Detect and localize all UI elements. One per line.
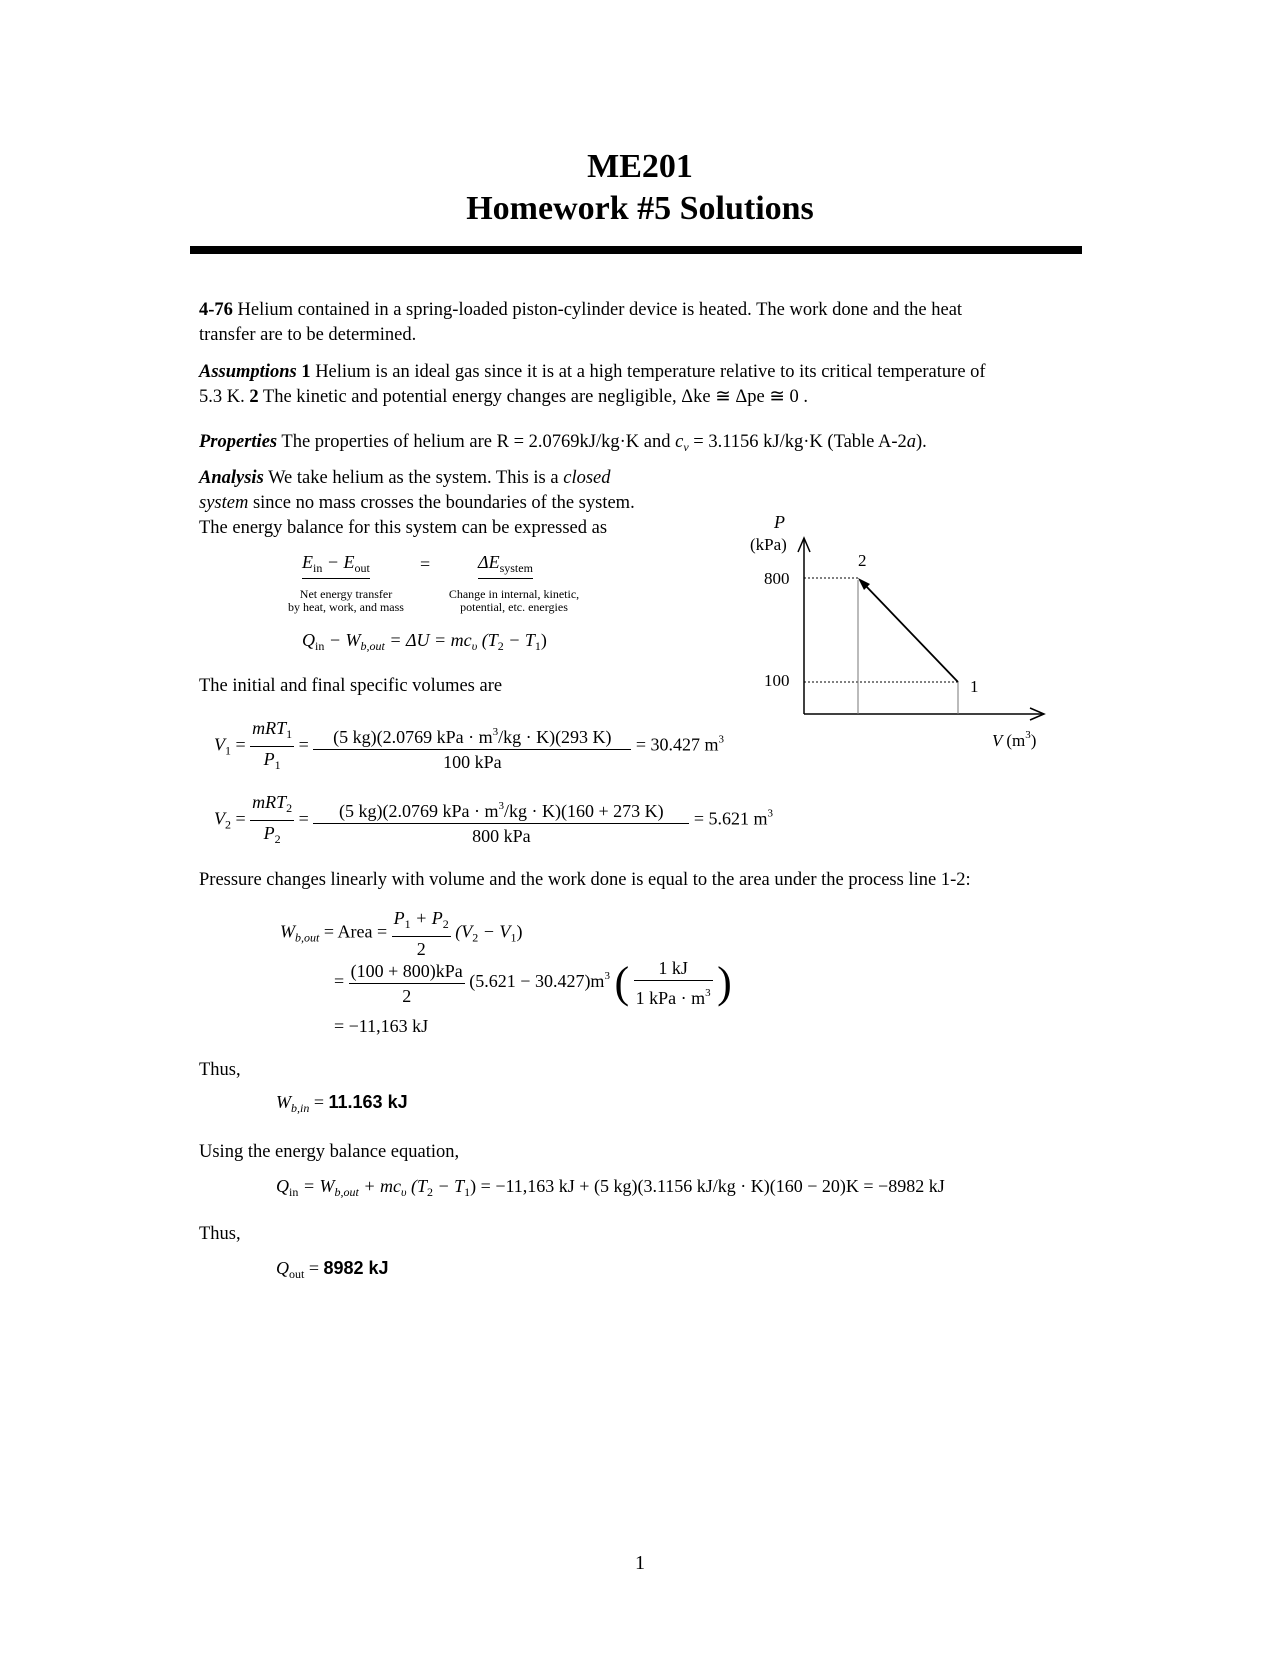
properties-cv-value: = 3.1156 kJ/kg·K (Table A-2 [693,432,907,452]
v1-num-sup: 3 [492,725,499,738]
ee-W-sub: b,out [334,1185,359,1199]
page-title: Homework #5 Solutions [466,190,814,227]
v2-P: P [263,823,275,843]
x-axis-unit-close: ) [1030,731,1037,750]
ee-T2-sub: 2 [427,1185,433,1199]
conv-num: 1 kJ [634,956,713,981]
properties-close: ). [916,432,927,452]
eb2-dU: = ΔU = mc [384,630,472,650]
work-num-frac-den: 2 [402,985,412,1006]
work-W: W [280,921,295,942]
work-line2-mid: (5.621 − 30.427)m [469,971,605,992]
v1-P-sub: 1 [274,758,281,772]
course-title: ME201 [587,148,693,185]
ee-T1: − T [433,1176,465,1196]
assumption-number-2: 2 [249,387,259,407]
work-V2-sub: 2 [472,930,479,945]
work-area: = Area = [319,921,388,942]
properties-table-suffix: a [906,432,917,452]
result2-value: 8982 kJ [323,1258,389,1278]
eb2-close: ) [540,630,547,650]
work-plus-P2: + P [410,908,443,928]
properties [199,430,927,460]
y-tick-800: 800 [764,569,790,588]
work-avg-frac [392,906,451,961]
result2-Q-sub: out [289,1267,305,1281]
state-2-label: 2 [858,551,867,570]
eb2-t1: 1 [534,639,541,653]
v1-lhs: V [214,734,225,755]
ee-Q-sub: in [289,1185,299,1199]
v1-mRT: mRT [252,718,287,738]
work-P1: P [393,908,405,928]
eb-equals: = [420,554,431,574]
result1-W: W [276,1092,291,1112]
title-rule [190,246,1082,254]
analysis-line2b: since no mass crosses the boundaries of the system. [252,493,635,513]
eb2-Q: Q [302,630,315,650]
ee-T1-sub: 1 [464,1185,471,1199]
work-line2-sup: 3 [604,970,610,983]
work-P1-sub: 1 [404,917,411,931]
problem-text-2: transfer are to be determined. [199,325,417,345]
work-avg-den: 2 [416,939,426,959]
v1-equation: $V_1$ = $\frac{mRT_1}{P_1}$ = $\frac{(5 kg)(2.0769 kPa \cdot m^3/kg \cdot K)(293 K)}{\text{100 kPa}}$ = 30.427 $m^3$ [214,716,724,777]
eb-out: out [354,561,370,575]
ee-mc: + mc [358,1176,401,1196]
page-number: 1 [635,1552,645,1574]
v2-P-sub: 2 [274,832,281,846]
v2-equation: $V_2$ = $\frac{mRT_2}{P_2}$ = $\frac{(5 kg)(2.0769 kPa \cdot m^3/kg \cdot K)(160 + 273 K)}{\text{800 kPa}}$ = 5.621 $m^3$ [214,790,773,851]
eb-minus-E: − E [322,552,355,572]
energy-balance-rhs [478,552,533,579]
result1-value: 11.163 kJ [328,1092,408,1112]
v1-lhs-sub: 1 [225,743,231,758]
analysis-line3: The energy balance for this system can be expressed as [199,518,608,538]
analysis-system: system [199,493,249,513]
volumes-intro: The initial and final specific volumes are [199,676,503,696]
v1-symbolic-frac [250,716,294,777]
work-paren-close: ) [516,921,523,942]
eb-dE: ΔE [478,552,500,572]
properties-cv: c [675,432,684,452]
problem-number: 4-76 [199,300,233,320]
conv-den-sup: 3 [705,987,711,999]
problem-statement [199,298,962,348]
properties-R: R = 2.0769kJ/kg·K and [496,432,671,452]
eb-in: in [313,561,323,575]
assumptions-label: Assumptions [199,362,297,382]
assumption-text-2c: Δke ≅ Δpe ≅ 0 . [681,387,808,407]
thus-2: Thus, [199,1224,241,1244]
v2-result: = 5.621 m [693,808,768,829]
work-num-frac [349,959,465,1008]
assumption-text-2a: 5.3 K. [199,387,245,407]
y-tick-100: 100 [764,671,790,690]
v2-num: (5 kg)(2.0769 kPa · m [339,800,499,821]
process-line [864,584,958,682]
problem-text-1: Helium contained in a spring-loaded piston-cylinder device is heated. The work done and the heat [237,300,963,320]
analysis-closed: closed [563,468,611,488]
v1-den: 100 kPa [443,751,502,772]
assumptions [199,360,986,410]
work-V1: − V [478,921,511,942]
eb2-v: υ [471,639,478,653]
eb-note-left [276,588,416,614]
result-work [276,1092,408,1116]
ee-W: = W [298,1176,335,1196]
eb-E: E [302,552,313,572]
v2-result-sup: 3 [767,807,773,820]
v1-mRT-sub: 1 [286,727,293,741]
eb2-in: in [315,639,325,653]
work-intro: Pressure changes linearly with volume and the work done is equal to the area under the process line 1-2: [199,870,971,890]
eb-note-right [434,588,594,614]
eb2-T1: − T [503,630,535,650]
conv-close-paren: ) [717,958,732,1007]
eb2-T: (T [477,630,498,650]
work-P2-sub: 2 [442,917,449,931]
energy-eq-intro: Using the energy balance equation, [199,1142,460,1162]
eb-note-right-1: Change in internal, kinetic, [448,587,580,601]
v1-result-sup: 3 [718,733,724,746]
work-line-3: = −11,163 kJ [334,1016,429,1036]
eb-note-right-2: potential, etc. energies [460,600,568,614]
x-axis-V: V [992,731,1003,750]
v2-mRT: mRT [252,792,287,812]
result2-Q: Q [276,1258,289,1278]
v2-numeric-frac [313,794,689,848]
eb-note-left-1: Net energy transfer [299,587,393,601]
result-heat [276,1258,389,1282]
v1-numeric-frac [313,720,631,774]
v1-result: = 30.427 m [635,734,719,755]
v1-P: P [263,749,275,769]
eb2-t2: 2 [497,639,504,653]
v2-mRT-sub: 2 [286,801,293,815]
v2-symbolic-frac [250,790,294,851]
v2-num-sup: 3 [498,799,504,812]
work-V2: (V [455,921,473,942]
energy-eq [276,1176,945,1200]
result2-eq: = [304,1258,324,1278]
analysis-label: Analysis [199,468,264,488]
assumption-text-1: Helium is an ideal gas since it is at a high temperature relative to its critical temperature of [315,362,986,382]
pv-diagram [740,500,1060,760]
eb-system: system [499,561,533,575]
eb2-bout: b,out [360,639,385,653]
eb-note-left-2: by heat, work, and mass [288,600,404,614]
conv-den: 1 kPa · m [635,988,706,1008]
ee-rest: ) = −11,163 kJ + (5 kg)(3.1156 kJ/kg · K)(160 − 20)K = −8982 kJ [470,1176,945,1196]
energy-balance-lhs [302,552,370,579]
thus-1: Thus, [199,1060,241,1080]
x-axis-unit-sup: 3 [1025,729,1031,741]
energy-balance-line2 [302,630,547,654]
work-line-1 [280,906,522,961]
properties-text: The properties of helium are [281,432,493,452]
assumption-text-2b: The kinetic and potential energy changes are negligible, [262,387,677,407]
analysis-line1a: We take helium as the system. This is a [268,468,559,488]
v2-lhs-sub: 2 [225,817,231,832]
work-line-2: = $\frac{\text{(100 + 800)kPa}}{2}$ $(5.621 - 30.427)m^3$ ( $\frac{1 kJ}{1 kPa \cdot m^3}$ ) [334,958,732,1008]
v2-lhs: V [214,808,225,829]
v2-den: 800 kPa [472,825,531,846]
work-conv-frac [634,956,713,1010]
assumption-number-1: 1 [301,362,311,382]
v2-num-rest: /kg · K)(160 + 273 K) [504,800,664,821]
eb2-W: − W [324,630,361,650]
work-V1-sub: 1 [510,930,517,945]
v1-num: (5 kg)(2.0769 kPa · m [333,726,493,747]
ee-Q: Q [276,1176,289,1196]
properties-cv-sub: v [683,440,689,454]
work-num-frac-num: (100 + 800)kPa [349,959,465,984]
v1-num-rest: /kg · K)(293 K) [498,726,612,747]
ee-mc-sub: υ [400,1185,407,1199]
result1-W-sub: b,in [291,1101,310,1115]
properties-label: Properties [199,432,278,452]
work-W-sub: b,out [295,930,320,945]
state-1-label: 1 [970,677,979,696]
conv-open-paren: ( [614,958,630,1007]
ee-T2: (T [406,1176,427,1196]
analysis [199,466,635,541]
y-axis-unit: (kPa) [750,535,787,554]
x-axis-label [992,729,1036,750]
y-axis-label: P [774,512,785,532]
x-axis-unit: (m [1006,731,1026,750]
result1-eq: = [309,1092,329,1112]
